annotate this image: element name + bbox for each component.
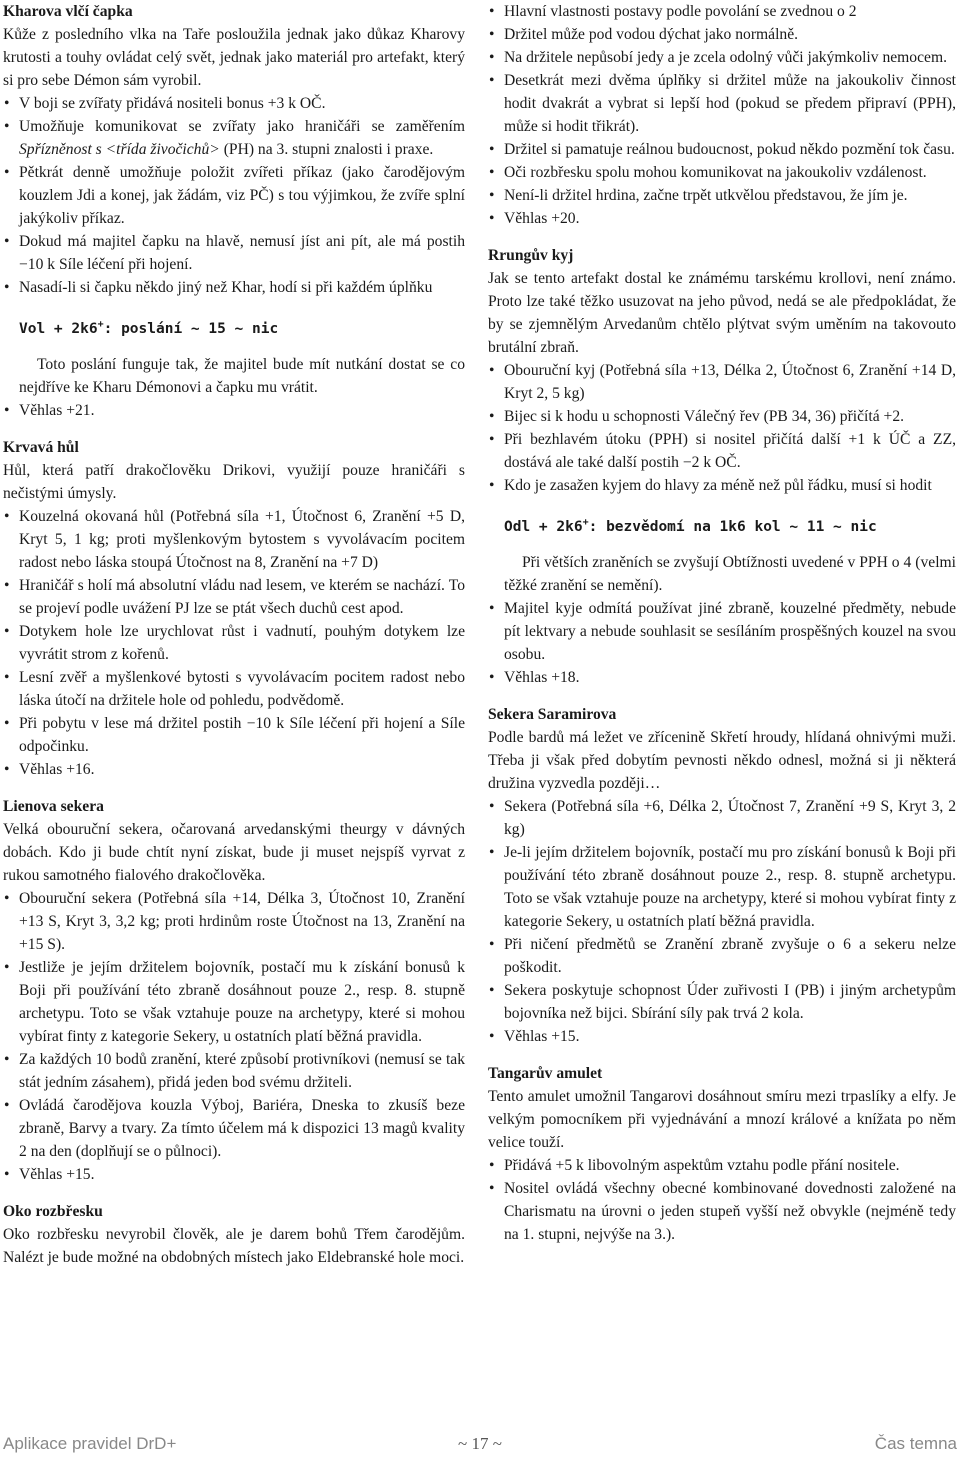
bullet-list <box>488 1154 956 1246</box>
list-item: • Věhlas +20. <box>488 207 956 230</box>
list-item: • Lesní zvěř a myšlenkové bytosti s vyvolávacím pocitem radost nebo láska útočí na držitele hole od pohledu, podvědomě. <box>3 666 465 712</box>
section-kharova-vlci-capka <box>3 0 465 422</box>
list-item: • Hraničář s holí má absolutní vládu nad lesem, ve kterém se nachází. To se projeví podle uvážení PJ lze se ptát všech duchů cest apod. <box>3 574 465 620</box>
list-item: • Jestliže je jejím držitelem bojovník, postačí mu k získání bonusů k Boji při používání této zbraně dosáhnout pouze 2., resp. 8. stupně archetypu. Toto se však vztahuje pouze na archetypy, které si mohou vybírat finty z kategorie Sekery, u ostatních platí běžná pravidla. <box>3 956 465 1048</box>
list-item: • Při bezhlavém útoku (PPH) si nositel přičítá další +1 k ÚČ a ZZ, dostává ale také další postih −2 k OČ. <box>488 428 956 474</box>
list-item: • Bijec si k hodu u schopnosti Válečný řev (PB 34, 36) přičítá +2. <box>488 405 956 428</box>
list-item: • V boji se zvířaty přidává nositeli bonus +3 k OČ. <box>3 92 465 115</box>
list-item-emphasis: Spřízněnost s <třída živočichů> <box>19 141 220 158</box>
formula-roll: Vol + 2k6 <box>19 320 98 337</box>
list-item: • Obouruční kyj (Potřebná síla +13, Délka 2, Útočnost 6, Zranění +14 D, Kryt 2, 5 kg) <box>488 359 956 405</box>
section-intro: Oko rozbřesku nevyrobil člověk, ale je darem bohů Třem čarodějům. Nalézt je bude možné na obdobných místech jako Eldebranské hole moci. <box>3 1225 465 1266</box>
bullet-list <box>3 92 465 299</box>
list-item: • Oči rozbřesku spolu mohou komunikovat na jakoukoliv vzdálenost. <box>488 161 956 184</box>
bullet-list <box>3 505 465 781</box>
list-item: • Není-li držitel hrdina, začne trpět utkvělou představou, že jím je. <box>488 184 956 207</box>
list-item: • Věhlas +16. <box>3 758 465 781</box>
bullet-list <box>488 795 956 1048</box>
list-item: • Nasadí-li si čapku někdo jiný než Khar, hodí si při každém úplňku <box>3 276 465 299</box>
section-title: Tangarův amulet <box>488 1064 603 1082</box>
list-item: • Obouruční sekera (Potřebná síla +14, Délka 3, Útočnost 10, Zranění +13 S, Kryt 3, 3,2 kg; proti hrdinům roste Útočnost na 13, Zranění na +15 S). <box>3 887 465 956</box>
section-intro: Tento amulet umožnil Tangarovi dosáhnout smíru mezi trpaslíky a elfy. Je velkým pomocníkem při vyjednávání a mnozí králové a knížata po něm velice touží. <box>488 1087 956 1151</box>
section-title: Oko rozbřesku <box>3 1202 103 1220</box>
page-footer <box>0 1434 960 1458</box>
list-item: • Pětkrát denně umožňuje položit zvířeti příkaz (jako čarodějovým kouzlem Jdi a konej, jak žádám, viz PČ) s tou výjimkou, že zvíře splní jakýkoliv příkaz. <box>3 161 465 230</box>
section-rrunguv-kyj <box>488 244 956 689</box>
list-item: • Kdo je zasažen kyjem do hlavy za méně než půl řádku, musí si hodit <box>488 474 956 497</box>
list-item: • Přidává +5 k libovolným aspektům vztahu podle přání nositele. <box>488 1154 956 1177</box>
list-item: • Na držitele nepůsobí jedy a je zcela odolný vůči jakýmkoliv nemocem. <box>488 46 956 69</box>
list-item: • Za každých 10 bodů zranění, které způsobí protivníkovi (nemusí se tak stát jedním zásahem), přidá jeden bod svému držiteli. <box>3 1048 465 1094</box>
list-item: • Desetkrát mezi dvěma úplňky si držitel může na jakoukoliv činnost hodit dvakrát a vybrat si lepší hod (pokud se předem připraví (PPH), může si hodit třikrát). <box>488 69 956 138</box>
formula-explanation: Při větších zraněních se zvyšují Obtížnosti uvedené v PPH o 4 (velmi těžké zranění se nemění). <box>504 553 956 594</box>
section-title: Rrungův kyj <box>488 247 574 264</box>
left-column <box>3 0 465 1269</box>
right-column <box>488 0 956 1246</box>
roll-formula <box>504 511 956 539</box>
list-item-text: Umožňuje komunikovat se zvířaty jako hraničáři se zaměřením <box>19 118 465 135</box>
section-intro: Kůže z posledního vlka na Taře posloužila jednak jako důkaz Kharovy krutosti a touhy ovládat celý svět, jednak jako materiál pro artefakt, který si pro sebe Démon sám vyrobil. <box>3 26 465 89</box>
list-item: • Hlavní vlastnosti postavy podle povolání se zvednou o 2 <box>488 0 956 23</box>
section-title: Krvavá hůl <box>3 438 79 456</box>
section-sekera-saramirova <box>488 703 956 1048</box>
formula-result: : poslání ~ 15 ~ nic <box>103 320 279 337</box>
section-title: Lienova sekera <box>3 797 104 815</box>
list-item: • Věhlas +21. <box>3 399 465 422</box>
list-item: • Sekera (Potřebná síla +6, Délka 2, Útočnost 7, Zranění +9 S, Kryt 3, 2 kg) <box>488 795 956 841</box>
roll-formula <box>19 313 465 341</box>
list-item: • Při ničení předmětů se Zranění zbraně zvyšuje o 6 a sekeru nelze poškodit. <box>488 933 956 979</box>
list-item: • Je-li jejím držitelem bojovník, postačí mu pro získání bonusů k Boji při používání této zbraně dosáhnout pouze 2., resp. 8. stupně archetypu. Toto se však vztahuje pouze na archetypy, které si mohou vybírat finty z kategorie Sekery, u ostatních platí běžná pravidla. <box>488 841 956 933</box>
formula-roll: Odl + 2k6 <box>504 518 583 535</box>
section-intro: Podle bardů má ležet ve zřícenině Skřetí hroudy, hlídaná ohnivými muži. Třeba ji však před dobytím pevnosti někdo odnesl, možná si ji některá družina vyzvedla později… <box>488 728 956 792</box>
bullet-list <box>488 359 956 497</box>
list-item: • Věhlas +15. <box>3 1163 465 1186</box>
list-item: • Sekera poskytuje schopnost Úder zuřivosti I (PB) i jiným archetypům bojovníka než bijci. Sbírání síly pak trvá 2 kola. <box>488 979 956 1025</box>
section-intro: Hůl, která patří drakočlověku Drikovi, využijí pouze hraničáři s nečistými úmysly. <box>3 461 465 502</box>
section-intro: Jak se tento artefakt dostal ke známému tarskému krollovi, není známo. Proto lze také těžko usuzovat na jeho původ, nedá se ale předpokládat, že by se zjemnělým Arvedanům chtělo plýtvat svým uměním na takovouto brutální zbraň. <box>488 270 956 356</box>
section-title: Kharova vlčí čapka <box>3 3 133 20</box>
list-item: • Při pobytu v lese má držitel postih −10 k Síle léčení při hojení a Síle odpočinku. <box>3 712 465 758</box>
list-item: • Ovládá čarodějova kouzla Výboj, Bariéra, Dneska to zkusíš beze zbraně, Barvy a tvary. Za tímto účelem má k dispozici 13 magů kvality 2 na den (doplňují se o půlnoci). <box>3 1094 465 1163</box>
list-item: • Majitel kyje odmítá používat jiné zbraně, kouzelné předměty, nebude pít lektvary a nebude souhlasit se sesíláním prospěšných kouzel na svou osobu. <box>488 597 956 666</box>
list-item: • Věhlas +15. <box>488 1025 956 1048</box>
formula-result: : bezvědomí na 1k6 kol ~ 11 ~ nic <box>588 518 877 535</box>
formula-sup: + <box>97 319 104 330</box>
page-number: ~ 17 ~ <box>458 1434 502 1453</box>
list-item: • Dotykem hole lze urychlovat růst i vadnutí, pouhým dotykem lze vyvrátit strom z kořenů. <box>3 620 465 666</box>
list-item-text: (PH) na 3. stupni znalosti i praxe. <box>219 141 434 158</box>
list-item: • Držitel může pod vodou dýchat jako normálně. <box>488 23 956 46</box>
bullet-list <box>3 887 465 1186</box>
section-intro: Velká obouruční sekera, očarovaná arvedanskými theurgy v dávných dobách. Kdo ji bude chtít nyní získat, bude ji muset nejspíš vyrvat z rukou samotného fialového drakočlověka. <box>3 820 465 884</box>
bullet-list <box>488 0 956 230</box>
list-item: • Nositel ovládá všechny obecné kombinované dovednosti založené na Charismatu na úrovni o jeden stupeň vyšší než obvykle (nejméně tedy na 1. stupni, nejvýše na 3.). <box>488 1177 956 1246</box>
list-item <box>3 115 465 161</box>
footer-chapter-title: Čas temna <box>874 1434 957 1453</box>
section-tangaruv-amulet <box>488 1062 956 1246</box>
section-krvava-hul <box>3 436 465 781</box>
list-item: • Kouzelná okovaná hůl (Potřebná síla +1, Útočnost 6, Zranění +5 D, Kryt 5, 1 kg; proti myšlenkovým bytostem s vyvolávacím pocitem radost nebo láska stoupá Útočnost na 8, Zranění na +7 D) <box>3 505 465 574</box>
section-oko-rozbresku <box>3 1200 465 1269</box>
footer-book-title: Aplikace pravidel DrD+ <box>3 1434 177 1453</box>
bullet-list <box>3 399 465 422</box>
list-item: • Věhlas +18. <box>488 666 956 689</box>
formula-sup: + <box>582 517 589 528</box>
list-item: • Dokud má majitel čapku na hlavě, nemusí jíst ani pít, ale má postih −10 k Síle léčení při hojení. <box>3 230 465 276</box>
section-oko-rozbresku-continued <box>488 0 956 230</box>
section-title: Sekera Saramirova <box>488 705 617 723</box>
list-item: • Držitel si pamatuje reálnou budoucnost, pokud někdo pozmění tok času. <box>488 138 956 161</box>
bullet-list <box>488 597 956 689</box>
section-lienova-sekera <box>3 795 465 1186</box>
formula-explanation: Toto poslání funguje tak, že majitel bude mít nutkání dostat se co nejdříve ke Kharu Démonovi a čapku mu vrátit. <box>19 355 465 396</box>
